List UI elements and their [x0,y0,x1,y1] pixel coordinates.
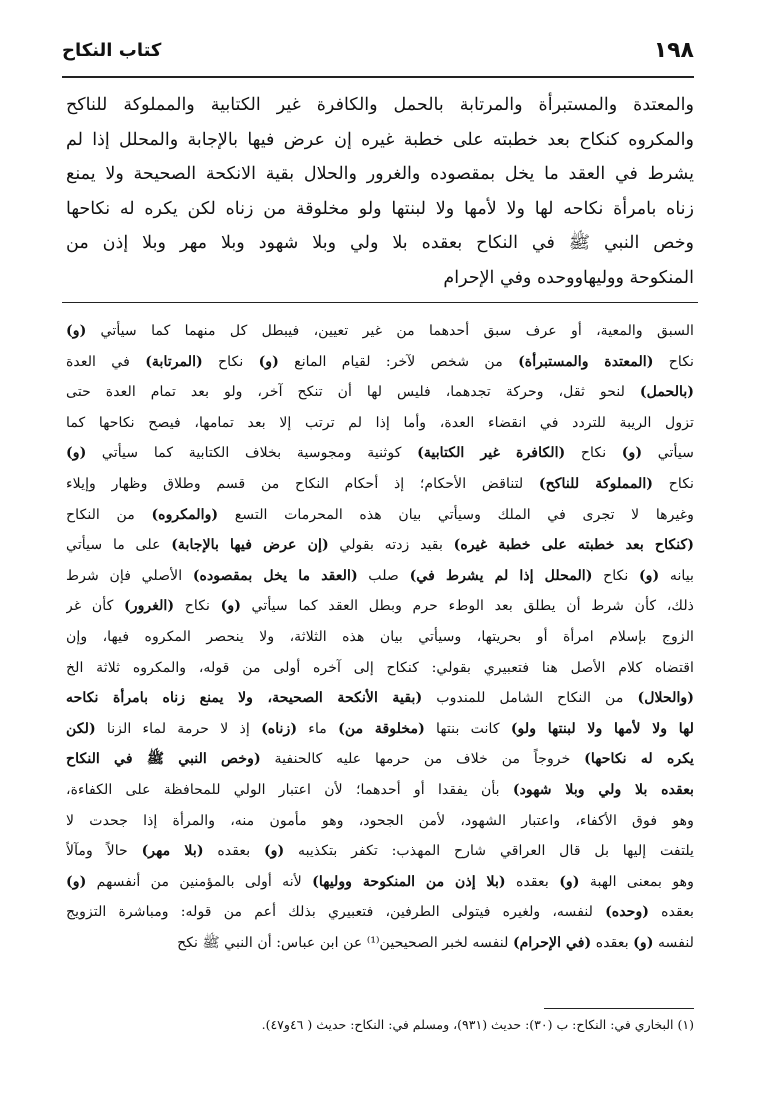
commentary-line [66,867,694,898]
commentary-text: وهو فوق الأكفاء، واعتبار الشهود، لأمن الجحود، وهو مأمون منه، والمرأة إذا جحدت لا [66,812,694,829]
commentary-line [66,591,694,622]
commentary-text: ذلك، كأن شرط أن يطلق بعد الوطء حرم وبطل العقد كما سيأتي [240,598,694,615]
bolded-matn-quote: (زناه) [261,720,298,737]
bolded-matn-quote: يكره له نكاحها) [584,751,694,768]
commentary-text: بعقده [591,934,634,951]
bolded-matn-quote: (وحده) [605,904,650,921]
commentary-text: إذ لا حرمة لماء الزنا [95,720,262,737]
commentary-text: كانت بنتها [424,720,511,737]
page-number: ١٩٨ [653,38,694,63]
commentary-line [66,775,694,806]
bolded-matn-quote: (والحلال) [637,690,694,707]
commentary-text: بقيد زدته بقولي [328,537,454,554]
commentary-line [66,316,694,347]
bolded-matn-quote: (المحلل إذا لم يشرط في) [409,567,593,584]
commentary-line [66,714,694,745]
main-text-line: والمعتدة والمستبرأة والمرتابة بالحمل والكافرة غير الكتابية والمملوكة للناكح [66,95,694,115]
commentary-text: بعقده [649,904,694,921]
bolded-matn-quote: (إن عرض فيها بالإجابة) [171,537,329,554]
commentary-text: نكاح [592,567,639,584]
bolded-matn-quote: (المرتابة) [145,353,203,370]
bolded-matn-quote: (و) [633,934,654,951]
bolded-matn-quote: (و) [258,353,279,370]
commentary-line [66,377,694,408]
commentary-line [66,744,694,775]
commentary-text: يلتفت إليها بل قال العراقي شارح المهذب: تكفر بتكذيبه [284,843,694,860]
commentary-text: كوثنية ومجوسية بخلاف الكتابية كما سيأتي [86,445,418,462]
commentary-text: لنفسه، ولغيره فيتولى الطرفين، فتعبيري بذلك أعم من قوله: ومباشرة التزويج [66,904,606,921]
commentary-text: حالاً ومآلاً [66,843,142,860]
commentary-text: وهو بمعنى الهبة [579,873,694,890]
commentary-text: اقتضاه كلام الأصل هنا فتعبيري بقولي: كنكاح إلى آخره أولى من قوله، والمكروه ثلاثة الخ [66,659,694,676]
commentary-text: الأصلي فإن شرط [66,567,193,584]
commentary-text: السبق والمعية، أو عرف سبق أحدهما من غير تعيين، فيبطل كل منهما كما سيأتي [86,323,694,339]
main-text-line: والمكروه كنكاح بعد خطبته على خطبة غيره إن عرض فيها بالإجابة والمحلل إذا لم [66,129,694,150]
commentary-text: بأن يفقدا أو أحدهما؛ لأن اعتبار الولي للمحافظة على الكفاءة، [66,781,513,798]
commentary-line [66,806,694,837]
commentary-text: على ما سيأتي [66,537,172,554]
commentary-text: الزوج بإسلام امرأة أو بحريتها، وسيأتي بيان هذه الثلاثة، ولا ينحصر المكروه فيها، وإن [66,628,694,645]
bolded-matn-quote: (والمكروه) [151,506,219,523]
bolded-matn-quote: (مخلوقة من) [338,720,425,737]
bolded-matn-quote: (و) [66,873,87,890]
page-header [62,36,694,78]
commentary-line [66,561,694,592]
bolded-matn-quote: (لكن [66,720,96,737]
commentary-text: كأن غر [66,598,125,615]
commentary-text: لتناقض الأحكام؛ إذ أحكام النكاح من قسم وطلاق وظهار وإيلاء [66,475,539,492]
bolded-matn-quote: (الكافرة غير الكتابية) [417,445,566,462]
bolded-matn-quote: (و) [621,445,643,462]
main-text-line: زناه بامرأة نكاحه لها ولا لأمها ولا لبنتها ولو مخلوقة من زناه لكن يكره له نكاحها [66,198,694,219]
bolded-matn-quote: (المملوكة للناكح) [538,475,654,492]
commentary-text: من شخص لآخر: لقيام المانع [278,353,519,370]
bolded-matn-quote: (و) [263,843,285,860]
bolded-matn-quote: (المعتدة والمستبرأة) [518,353,654,370]
commentary-text: نكاح [565,445,622,462]
commentary-text: بيانه [659,567,694,584]
commentary-text: لنفسه لخبر الصحيحين⁽¹⁾ عن ابن عباس: أن النبي ﷺ نكح [177,934,513,951]
commentary-text: تزول الريبة للتردد في انقضاء العدة، وأما إذا لم ترتب إلا بعد تمامها، فيصح نكاحها كما [66,414,694,431]
bolded-matn-quote: بعقده بلا ولي وبلا شهود) [512,781,694,798]
commentary-text: بعقده [203,843,264,860]
commentary-line [66,683,694,714]
commentary-block [66,316,694,958]
commentary-line [66,347,694,378]
text-separator-rule [62,302,698,303]
running-title: كتاب النكاح [62,40,162,61]
bolded-matn-quote: (في الإحرام) [512,934,592,951]
commentary-text: في العدة [66,353,146,370]
commentary-line [66,438,694,469]
bolded-matn-quote: (كنكاح بعد خطبته على خطبة غيره) [453,537,694,554]
commentary-line [66,469,694,500]
commentary-text: نكاح [653,475,694,492]
main-text-line: وخص النبي ﷺ في النكاح بعقده بلا ولي وبلا شهود وبلا مهر وبلا إذن من [66,233,694,253]
commentary-line [66,500,694,531]
commentary-text: سيأتي [642,445,694,462]
commentary-text: نكاح [653,353,694,370]
commentary-text: ماء [297,720,339,737]
bolded-matn-quote: (العقد ما يخل بمقصوده) [192,567,358,584]
commentary-text: نكاح [202,353,259,370]
bolded-matn-quote: (و) [638,567,660,584]
bolded-matn-quote: (و) [66,445,87,462]
commentary-line [66,928,694,959]
bolded-matn-quote: (الغرور) [124,598,175,615]
commentary-text: لنحو ثقل، وحركة تجدهما، فليس لها أن تنكح آخر، ولو بعد تمام العدة حتى [66,384,640,401]
bolded-matn-quote: (و) [559,873,580,890]
commentary-text: لأنه أولى بالمؤمنين من أنفسهم [86,873,313,890]
bolded-matn-quote: (بلا إذن من المنكوحة ووليها) [312,873,506,890]
commentary-text: بعقده [505,873,560,890]
footnote: (١) البخاري في: النكاح: ب (٣٠): حديث (٩٣١)، ومسلم في: النكاح: حديث ( ٤٦و٤٧). [261,1017,694,1032]
commentary-text: صلب [357,567,410,584]
footnote-rule [544,1008,694,1009]
commentary-line [66,836,694,867]
commentary-text: نكاح [174,598,221,615]
main-text-line: المنكوحة ووليهاووحده وفي الإحرام [443,267,694,288]
commentary-text: من النكاح [66,506,152,523]
commentary-line [66,653,694,684]
main-text-block [66,88,694,295]
bolded-matn-quote: (وخص النبي ﷺ في النكاح [66,751,261,768]
commentary-line [66,408,694,439]
bolded-matn-quote: (و) [220,598,241,615]
main-text-line: يشرط في العقد ما يخل بمقصوده والغرور والحلال بقية الانكحة الصحيحة ولا يمنع [66,164,694,184]
commentary-line [66,530,694,561]
bolded-matn-quote: لها ولا لأمها ولا لبنتها ولو) [510,720,694,737]
bolded-matn-quote: (بالحمل) [639,384,694,401]
commentary-text: خروجاً من خلاف من حرمها عليه كالحنفية [260,751,585,768]
bolded-matn-quote: (بلا مهر) [141,843,204,860]
commentary-text: من النكاح الشامل للمندوب [422,690,638,707]
bolded-matn-quote: (بقية الأنكحة الصحيحة، ولا يمنع زناه بامرأة نكاحه [66,690,423,707]
bolded-matn-quote: (و) [66,323,87,339]
commentary-line [66,897,694,928]
commentary-text: لنفسه [653,934,694,951]
commentary-line [66,622,694,653]
commentary-text: وغيرها لا تجرى في الملك وسيأتي بيان هذه المحرمات التسع [218,506,694,523]
